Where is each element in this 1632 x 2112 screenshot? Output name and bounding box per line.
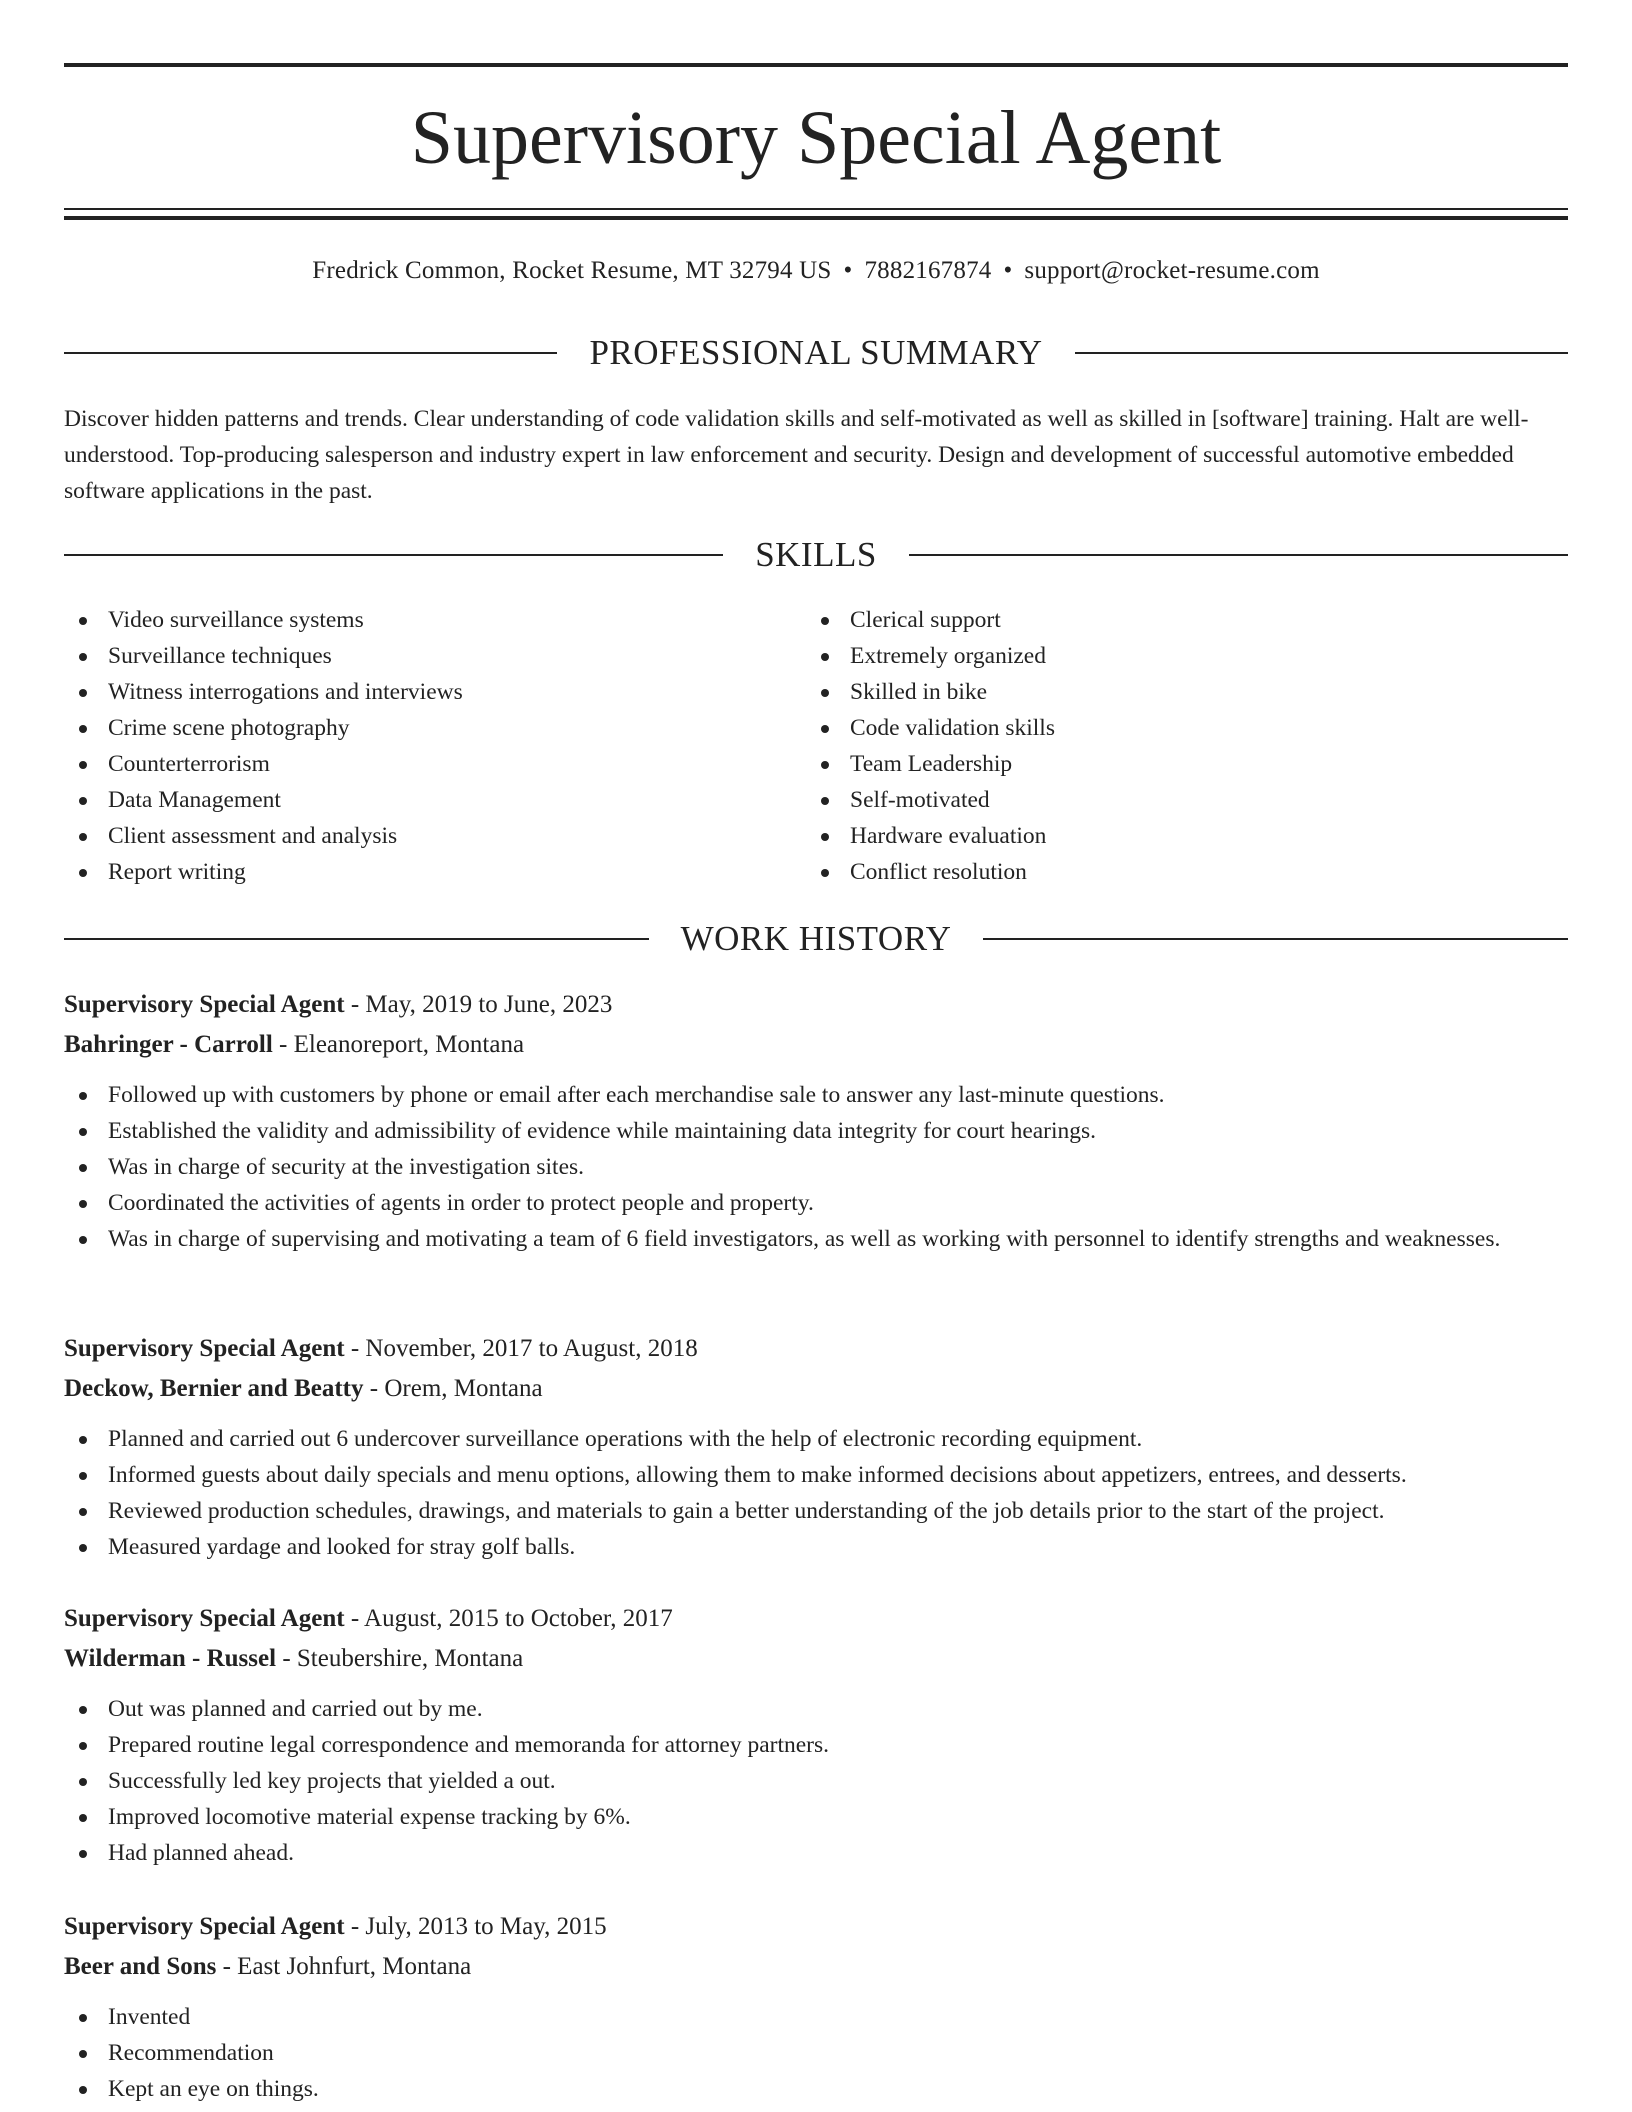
job-company-line xyxy=(64,1639,1568,1679)
job-bullet: Measured yardage and looked for stray golf balls. xyxy=(64,1529,1568,1565)
skills-section-header xyxy=(64,533,1568,577)
contact-phone: 7882167874 xyxy=(864,257,992,284)
contact-address: Fredrick Common, Rocket Resume, MT 32794 US xyxy=(312,257,832,284)
skills-list-left xyxy=(64,602,764,890)
job-bullet: Reviewed production schedules, drawings, and materials to gain a better understanding of the job details prior to the start of the project. xyxy=(64,1493,1568,1529)
job-bullet: Informed guests about daily specials and menu options, allowing them to make informed decisions about appetizers, entrees, and desserts. xyxy=(64,1457,1568,1493)
skill-item: Extremely organized xyxy=(806,638,1506,674)
divider xyxy=(983,938,1568,940)
job-dates: - November, 2017 to August, 2018 xyxy=(344,1335,698,1362)
job-bullet: Was in charge of supervising and motivating a team of 6 field investigators, as well as working with personnel to identify strengths and weaknesses. xyxy=(64,1221,1568,1257)
job-title: Supervisory Special Agent xyxy=(64,1335,345,1362)
job-company: Wilderman - Russel xyxy=(64,1645,277,1672)
divider xyxy=(64,554,723,556)
skill-item: Surveillance techniques xyxy=(64,638,764,674)
job-entry xyxy=(64,1907,1568,2107)
job-company-line xyxy=(64,1369,1568,1409)
job-dates: - May, 2019 to June, 2023 xyxy=(344,991,613,1018)
job-title-line xyxy=(64,1329,1568,1369)
job-dates: - July, 2013 to May, 2015 xyxy=(344,1913,607,1940)
job-bullet: Followed up with customers by phone or email after each merchandise sale to answer any last-minute questions. xyxy=(64,1077,1568,1113)
job-bullet: Established the validity and admissibility of evidence while maintaining data integrity for court hearings. xyxy=(64,1113,1568,1149)
job-bullet: Recommendation xyxy=(64,2035,1568,2071)
job-bullet: Coordinated the activities of agents in order to protect people and property. xyxy=(64,1185,1568,1221)
job-company: Deckow, Bernier and Beatty xyxy=(64,1375,364,1402)
job-bullet-list xyxy=(64,1691,1568,1871)
skill-item: Self-motivated xyxy=(806,782,1506,818)
job-bullet: Successfully led key projects that yielded a out. xyxy=(64,1763,1568,1799)
job-location: - Eleanoreport, Montana xyxy=(272,1031,525,1058)
skill-item: Video surveillance systems xyxy=(64,602,764,638)
page-title: Supervisory Special Agent xyxy=(410,96,1222,180)
summary-section-header xyxy=(64,331,1568,375)
job-title: Supervisory Special Agent xyxy=(64,991,345,1018)
job-entry xyxy=(64,1599,1568,1871)
job-dates: - August, 2015 to October, 2017 xyxy=(344,1605,673,1632)
skill-item: Code validation skills xyxy=(806,710,1506,746)
job-bullet: Was in charge of security at the investigation sites. xyxy=(64,1149,1568,1185)
job-title-line xyxy=(64,1599,1568,1639)
skill-item: Client assessment and analysis xyxy=(64,818,764,854)
job-entry xyxy=(64,1329,1568,1565)
skill-item: Report writing xyxy=(64,854,764,890)
skill-item: Hardware evaluation xyxy=(806,818,1506,854)
divider xyxy=(64,938,649,940)
work-section-header xyxy=(64,917,1568,961)
job-company-line xyxy=(64,1025,1568,1065)
job-title: Supervisory Special Agent xyxy=(64,1913,345,1940)
job-bullet: Had planned ahead. xyxy=(64,1835,1568,1871)
contact-separator: • xyxy=(1003,257,1013,284)
skills-list-right xyxy=(806,602,1506,890)
job-bullet-list xyxy=(64,1077,1568,1257)
work-heading: WORK HISTORY xyxy=(680,919,952,958)
contact-separator: • xyxy=(843,257,853,284)
job-location: - Steubershire, Montana xyxy=(276,1645,524,1672)
job-title: Supervisory Special Agent xyxy=(64,1605,345,1632)
job-bullet: Out was planned and carried out by me. xyxy=(64,1691,1568,1727)
skill-item: Conflict resolution xyxy=(806,854,1506,890)
skill-item: Skilled in bike xyxy=(806,674,1506,710)
contact-email: support@rocket-resume.com xyxy=(1024,257,1320,284)
job-bullet-list xyxy=(64,1421,1568,1565)
header-rule-thin xyxy=(64,208,1568,210)
job-title-line xyxy=(64,985,1568,1025)
summary-heading: PROFESSIONAL SUMMARY xyxy=(589,333,1043,372)
skill-item: Crime scene photography xyxy=(64,710,764,746)
job-location: - East Johnfurt, Montana xyxy=(216,1953,472,1980)
skills-heading: SKILLS xyxy=(755,535,877,574)
divider xyxy=(909,554,1568,556)
job-bullet-list xyxy=(64,1999,1568,2107)
job-company: Beer and Sons xyxy=(64,1953,217,1980)
summary-text: Discover hidden patterns and trends. Clear understanding of code validation skills and self-motivated as well as skilled in [software] training. Halt are well-understood. Top-producing salesperson and industry expert in law enforcement and security. Design and development of successful automotive embedded software applications in the past. xyxy=(64,406,1529,504)
job-entry xyxy=(64,985,1568,1257)
job-bullet: Planned and carried out 6 undercover surveillance operations with the help of electronic recording equipment. xyxy=(64,1421,1568,1457)
skill-item: Data Management xyxy=(64,782,764,818)
job-bullet: Prepared routine legal correspondence and memoranda for attorney partners. xyxy=(64,1727,1568,1763)
divider xyxy=(1075,352,1568,354)
job-bullet: Kept an eye on things. xyxy=(64,2071,1568,2107)
job-bullet: Invented xyxy=(64,1999,1568,2035)
header-rule-thick xyxy=(64,216,1568,220)
job-company-line xyxy=(64,1947,1568,1987)
divider xyxy=(64,352,557,354)
skill-item: Witness interrogations and interviews xyxy=(64,674,764,710)
job-company: Bahringer - Carroll xyxy=(64,1031,273,1058)
job-bullet: Improved locomotive material expense tracking by 6%. xyxy=(64,1799,1568,1835)
job-location: - Orem, Montana xyxy=(363,1375,543,1402)
contact-line xyxy=(64,254,1568,288)
skill-item: Clerical support xyxy=(806,602,1506,638)
skill-item: Counterterrorism xyxy=(64,746,764,782)
header-top-rule xyxy=(64,63,1568,67)
skill-item: Team Leadership xyxy=(806,746,1506,782)
job-title-line xyxy=(64,1907,1568,1947)
